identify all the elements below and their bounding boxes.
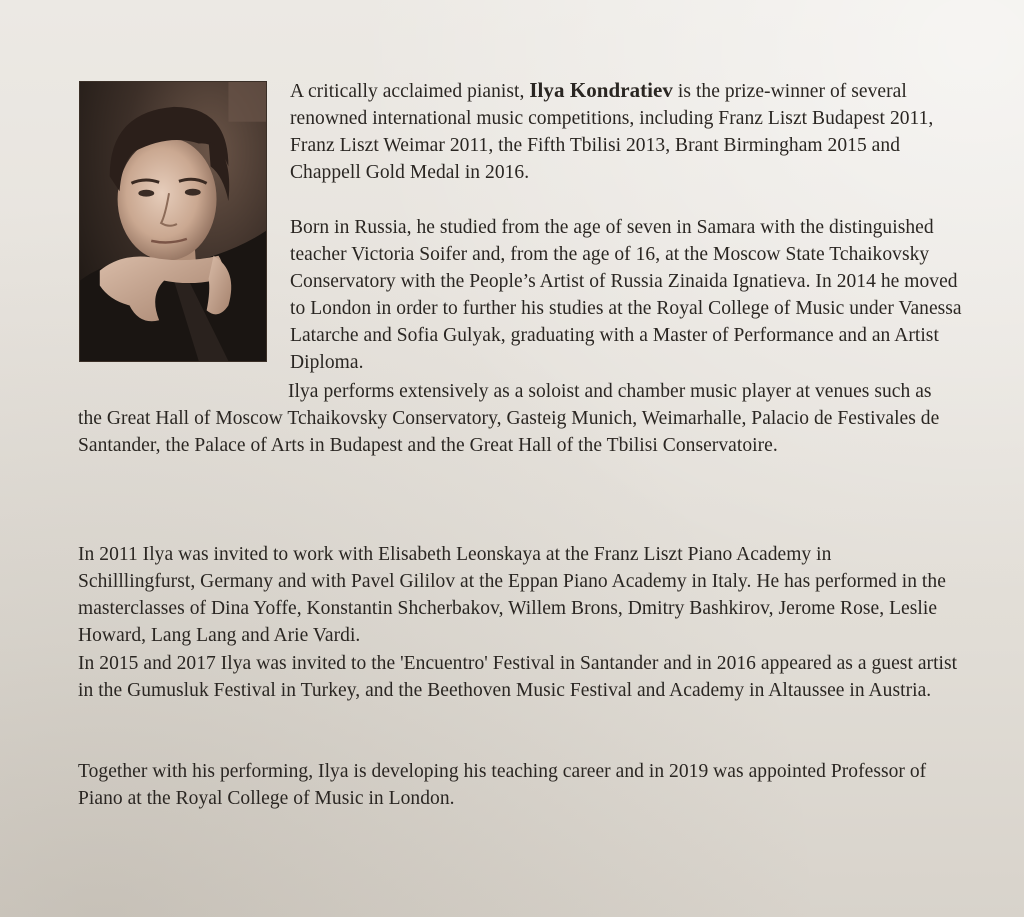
intro-prefix: A critically acclaimed pianist,: [290, 81, 530, 102]
intro-paragraph: [290, 77, 962, 186]
venues-paragraph: Ilya performs extensively as a soloist and chamber music player at venues such as the Great Hall of Moscow Tchaikovsky Conservatory, Gasteig Munich, Weimarhalle, Palacio de Festivales de Santander, the Palace of Arts in Budapest and the Great Hall of the Tbilisi Conservatoire.: [78, 381, 940, 456]
teaching-paragraph: Together with his performing, Ilya is developing his teaching career and in 2019 was appointed Professor of Piano at the Royal College of Music in London.: [78, 761, 927, 809]
masterclasses-paragraph: In 2011 Ilya was invited to work with Elisabeth Leonskaya at the Franz Liszt Piano Academy in Schilllingfurst, Germany and with Pavel Gililov at the Eppan Piano Academy in Italy. He has performed in the masterclasses of Dina Yoffe, Konstantin Shcherbakov, Willem Brons, Dmitry Bashkirov, Jerome Rose, Leslie Howard, Lang Lang and Arie Vardi.: [78, 544, 946, 646]
education-paragraph: Born in Russia, he studied from the age of seven in Samara with the distinguished teacher Victoria Soifer and, from the age of 16, at the Moscow State Tchaikovsky Conservatory with the People’s Artist of Russia Zinaida Ignatieva. In 2014 he moved to London in order to further his studies at the Royal College of Music under Vanessa Latarche and Sofia Gulyak, graduating with a Master of Performance and an Artist Diploma.: [290, 217, 962, 373]
portrait-photo: [79, 81, 267, 362]
portrait-image: [80, 82, 266, 361]
intro-suffix: is the prize-winner of several renowned international music competitions, including Franz Liszt Budapest 2011, Franz Liszt Weimar 2011, the Fifth Tbilisi 2013, Brant Birmingham 2015 and Chappell Gold Medal in 2016.: [290, 81, 934, 183]
festivals-paragraph: In 2015 and 2017 Ilya was invited to the 'Encuentro' Festival in Santander and in 2016 appeared as a guest artist in the Gumusluk Festival in Turkey, and the Beethoven Music Festival and Academy in Altaussee in Austria.: [78, 653, 958, 701]
artist-name: Ilya Kondratiev: [529, 78, 673, 102]
